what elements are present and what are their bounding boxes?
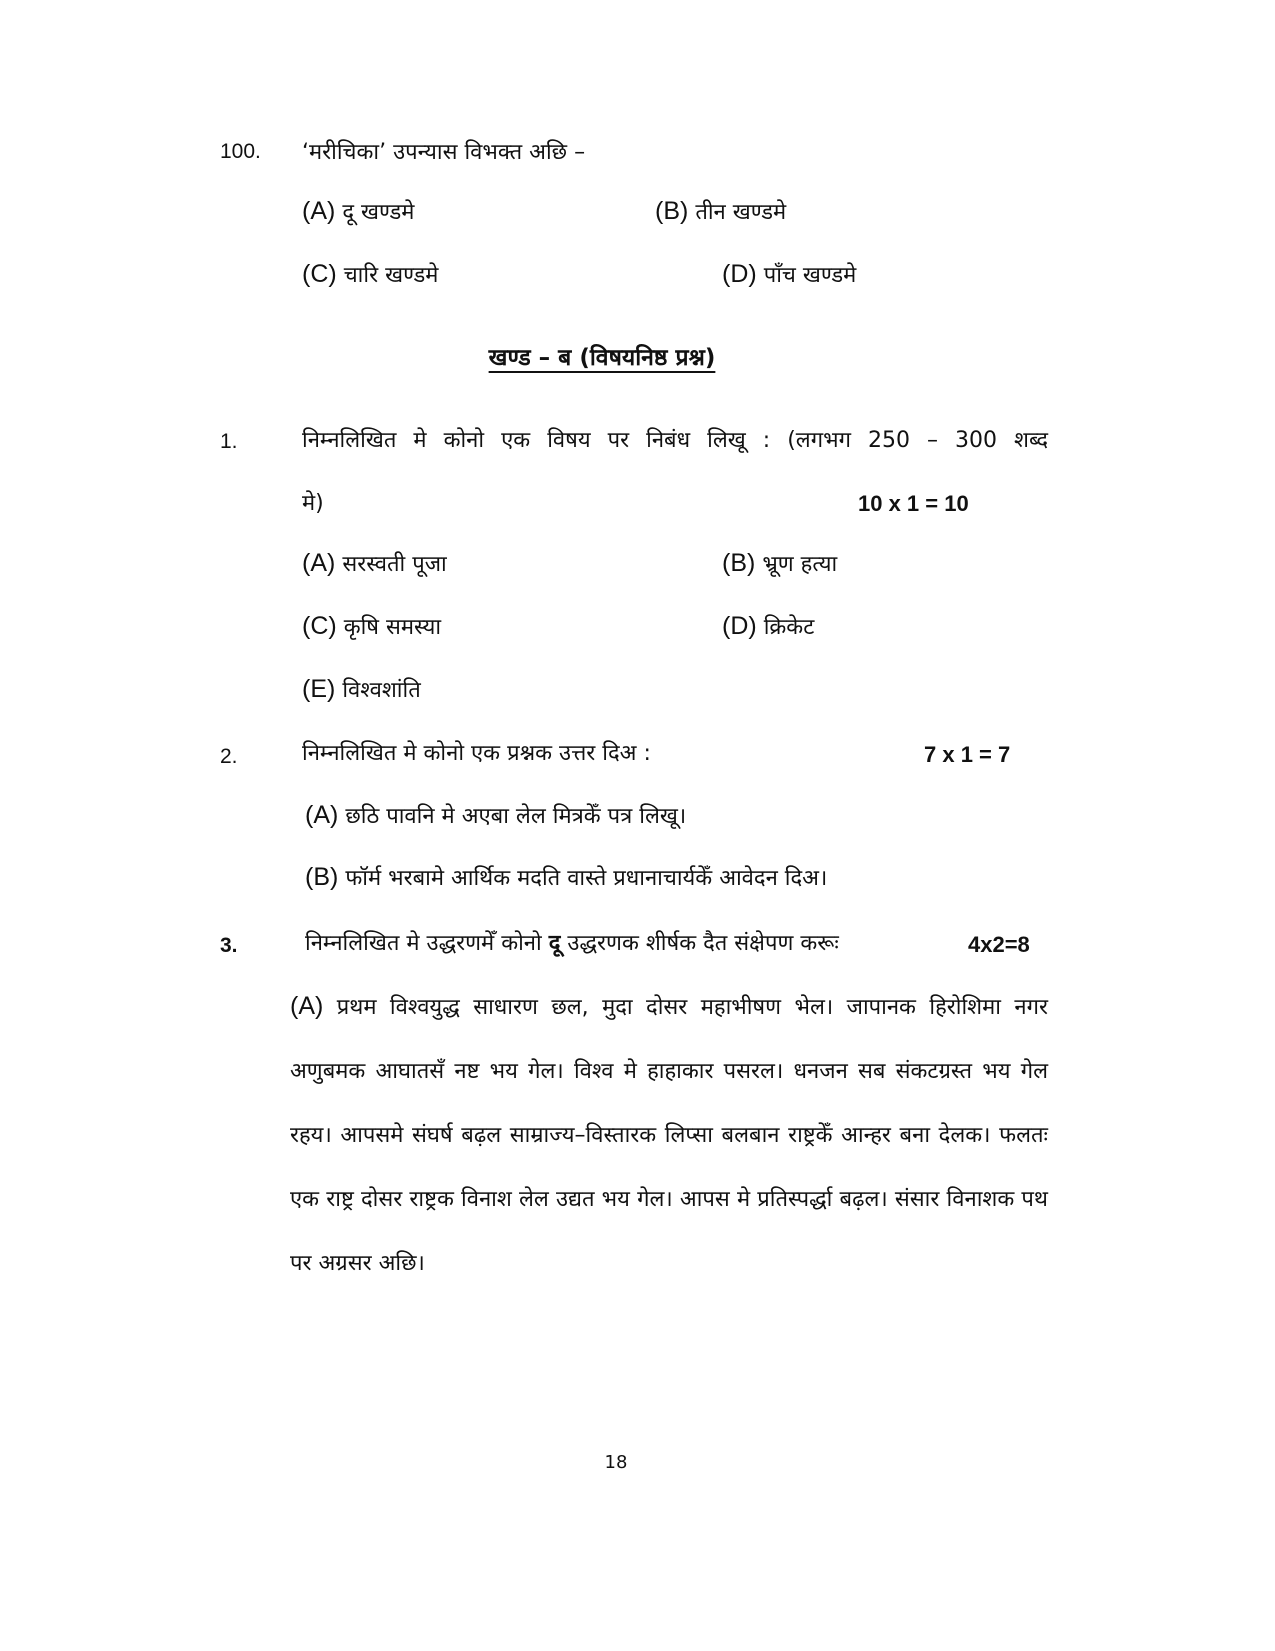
q1-text: निम्नलिखित मे कोनो एक विषय पर निबंध लिखू : (लगभग 250 – 300 शब्द <box>302 428 1048 453</box>
q2-marks: 7 x 1 = 7 <box>924 742 1011 767</box>
option-text: क्रिकेट <box>756 615 815 640</box>
q1-option-a <box>302 548 447 578</box>
option-label: (C) <box>302 612 337 640</box>
option-text: भ्रूण हत्या <box>755 552 838 577</box>
q2-text: निम्नलिखित मे कोनो एक प्रश्नक उत्तर दिअ : <box>302 741 651 766</box>
q3-text-bold: दू <box>548 931 561 956</box>
option-label: (A) <box>302 549 336 577</box>
q3-number: 3. <box>220 934 238 957</box>
q100-option-a <box>302 196 414 226</box>
option-label: (A) <box>305 801 339 829</box>
q3-text <box>305 927 839 957</box>
q2-option-b <box>305 862 827 892</box>
option-text: पाँच खण्डमे <box>756 263 857 288</box>
option-text: फॉर्म भरबामे आर्थिक मदति वास्ते प्रधानाचार्यकेँ आवेदन दिअ। <box>338 866 828 891</box>
option-text: चारि खण्डमे <box>336 263 439 288</box>
q1-marks: 10 x 1 = 10 <box>858 491 969 516</box>
option-text: कृषि समस्या <box>336 615 442 640</box>
q3-text-pre: निम्नलिखित मे उद्धरणमेँ कोनो <box>305 931 549 956</box>
section-heading: खण्ड – ब (विषयनिष्ठ प्रश्न) <box>488 345 716 371</box>
q3-marks: 4x2=8 <box>968 932 1030 957</box>
option-label: (B) <box>305 863 339 891</box>
option-text: दू खण्डमे <box>335 200 415 225</box>
option-label: (B) <box>655 197 689 225</box>
option-text: विश्वशांति <box>335 678 421 703</box>
q1-option-b <box>722 548 837 578</box>
q1-text-cont: मे) <box>302 491 324 516</box>
q100-option-d <box>722 259 856 289</box>
option-label: (D) <box>722 260 757 288</box>
q3-passage <box>290 974 1048 1296</box>
q100-number: 100. <box>220 140 261 163</box>
passage-text: प्रथम विश्वयुद्ध साधारण छल, मुदा दोसर महाभीषण भेल। जापानक हिरोशिमा नगर अणुबमक आघातसँ नष्ट भय गेल। विश्व मे हाहाकार पसरल। धनजन सब संकटग्रस्त भय गेल रहय। आपसमे संघर्ष बढ़ल साम्राज्य–विस्तारक लिप्सा बलबान राष्ट्रकेँ आन्हर बना देलक। फलतः एक राष्ट्र दोसर राष्ट्रक विनाश लेल उद्यत भय गेल। आपस मे प्रतिस्पर्द्धा बढ़ल। संसार विनाशक पथ पर अग्रसर अछि। <box>290 995 1048 1276</box>
passage-label: (A) <box>290 992 324 1020</box>
option-label: (E) <box>302 675 336 703</box>
q1-number: 1. <box>220 430 238 453</box>
q1-option-d <box>722 611 814 641</box>
q3-text-post: उद्धरणक शीर्षक दैत संक्षेपण करूः <box>560 931 839 956</box>
option-text: तीन खण्डमे <box>688 200 787 225</box>
option-text: छठि पावनि मे अएबा लेल मित्रकेँ पत्र लिखू। <box>338 804 687 829</box>
q2-number: 2. <box>220 745 238 768</box>
q100-option-b <box>655 196 786 226</box>
page-number: 18 <box>604 1452 628 1473</box>
q100-option-c <box>302 259 438 289</box>
option-label: (C) <box>302 260 337 288</box>
q100-text: ‘मरीचिका’ उपन्यास विभक्त अछि – <box>302 140 586 165</box>
option-text: सरस्वती पूजा <box>335 552 447 577</box>
q2-option-a <box>305 800 686 830</box>
option-label: (D) <box>722 612 757 640</box>
q1-option-c <box>302 611 441 641</box>
q1-option-e <box>302 674 421 704</box>
option-label: (B) <box>722 549 756 577</box>
option-label: (A) <box>302 197 336 225</box>
